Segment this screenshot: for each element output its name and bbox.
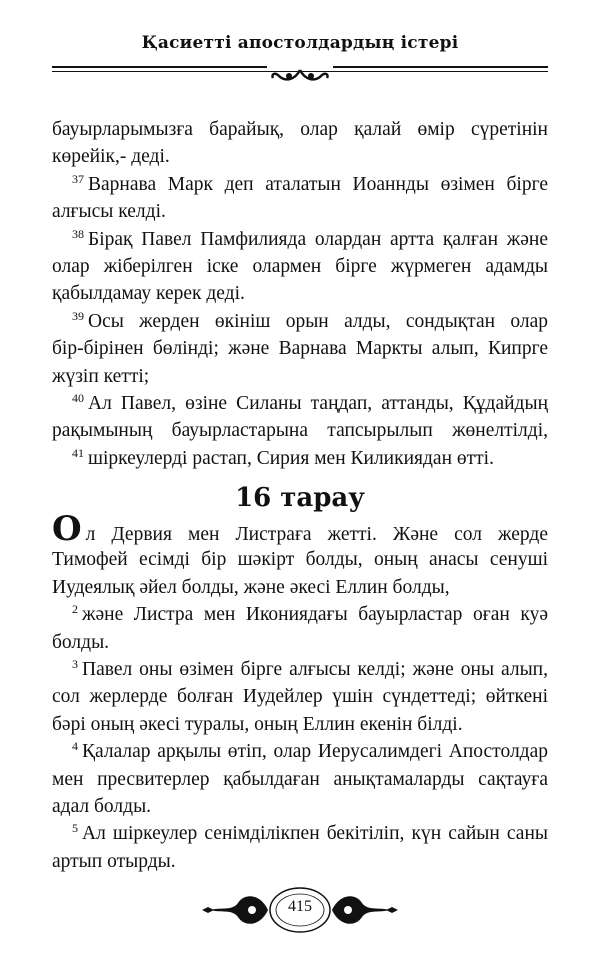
text-line: [52, 738, 548, 765]
verse-number: 40: [72, 390, 84, 405]
text-line: [52, 848, 548, 875]
text-line: [52, 143, 548, 170]
line-text: алғысы келді.: [52, 201, 166, 223]
line-text: қабылдамау керек деді.: [52, 283, 245, 305]
line-text: бәрі оның әкесі туралы, оның Еллин екенін білді.: [52, 713, 463, 735]
line-text: Ал Павел, өзіне Силаны таңдап, аттанды, Құдайдың: [88, 392, 548, 414]
line-text: Ал шіркеулер сенімділікпен бекітіліп, күн сайын саны: [82, 823, 548, 845]
line-text: л Дервия мен Листраға жетті. Және сол жерде: [85, 524, 548, 546]
text-line: [52, 629, 548, 656]
text-line: [52, 116, 548, 143]
line-text: бір-бірінен бөлінді; және Варнава Маркты алып, Кипрге: [52, 338, 548, 360]
line-text: және Листра мен Икониядағы бауырластар оған куә: [82, 604, 548, 626]
page-number: 415: [288, 898, 312, 915]
text-line: [52, 711, 548, 738]
line-text: болды.: [52, 631, 110, 653]
chapter-heading: 16 тарау: [235, 483, 365, 514]
line-text: жүзіп кетті;: [52, 365, 150, 387]
line-text: шіркеулерді растап, Сирия мен Киликиядан өтті.: [88, 447, 494, 469]
verse-number: 41: [72, 445, 84, 460]
running-header-title: Қасиетті апостолдардың істері: [141, 33, 459, 53]
verse-number: 37: [72, 171, 84, 186]
drop-cap: О: [52, 509, 82, 550]
line-text: Осы жерден өкініш орын алды, сондықтан олар: [88, 310, 548, 332]
verse-number: 4: [72, 739, 78, 754]
text-line: [52, 253, 548, 280]
text-line: [52, 509, 548, 550]
verses-after-heading: [52, 509, 548, 875]
line-text: Варнава Марк деп аталатын Иоаннды өзімен бірге: [88, 173, 548, 195]
page-body: [52, 116, 548, 875]
line-text: адал болды.: [52, 795, 152, 817]
line-text: рақымының бауырластарына тапсырылып жөнелтілді,: [52, 420, 548, 442]
text-line: [52, 226, 548, 253]
line-text: артып отырды.: [52, 850, 176, 872]
verse-number: 3: [72, 657, 78, 672]
text-line: [52, 546, 548, 573]
line-text: көрейік,- деді.: [52, 146, 170, 168]
text-line: [52, 574, 548, 601]
text-line: [52, 280, 548, 307]
text-line: [52, 363, 548, 390]
line-text: Иудеялық әйел болды, және әкесі Еллин болды,: [52, 576, 450, 598]
text-line: [52, 390, 548, 417]
header-ornament-icon: [267, 66, 333, 84]
text-line: [52, 198, 548, 225]
line-text: бауырларымызға барайық, олар қалай өмір сүретінін: [52, 119, 548, 140]
verse-number: 39: [72, 308, 84, 323]
line-text: Тимофей есімді бір шәкірт болды, оның анасы сенуші: [52, 549, 548, 571]
line-text: сол жерлерде болған Иудейлер үшін сүндеттеді; өйткені: [52, 686, 548, 708]
verse-number: 38: [72, 226, 84, 241]
text-line: [52, 417, 548, 444]
text-line: [52, 308, 548, 335]
line-text: Бірақ Павел Памфилияда олардан артта қалған және: [88, 228, 548, 250]
text-line: [52, 445, 548, 472]
text-line: [52, 601, 548, 628]
text-line: [52, 171, 548, 198]
text-line: [52, 766, 548, 793]
text-line: [52, 793, 548, 820]
text-line: [52, 820, 548, 847]
line-text: Павел оны өзімен бірге алғысы келді; және оны алып,: [82, 659, 548, 681]
text-line: [52, 656, 548, 683]
verses-before-heading: [52, 116, 548, 472]
text-line: [52, 683, 548, 710]
text-line: [52, 335, 548, 362]
line-text: олар жіберілген іске олармен бірге жүрмеген адамды: [52, 255, 548, 277]
verse-number: 2: [72, 602, 78, 617]
verse-number: 5: [72, 821, 78, 836]
line-text: мен пресвитерлер қабылдаған анықтамаларды сақтауға: [52, 768, 548, 790]
line-text: Қалалар арқылы өтіп, олар Иерусалимдегі Апостолдар: [82, 741, 548, 763]
